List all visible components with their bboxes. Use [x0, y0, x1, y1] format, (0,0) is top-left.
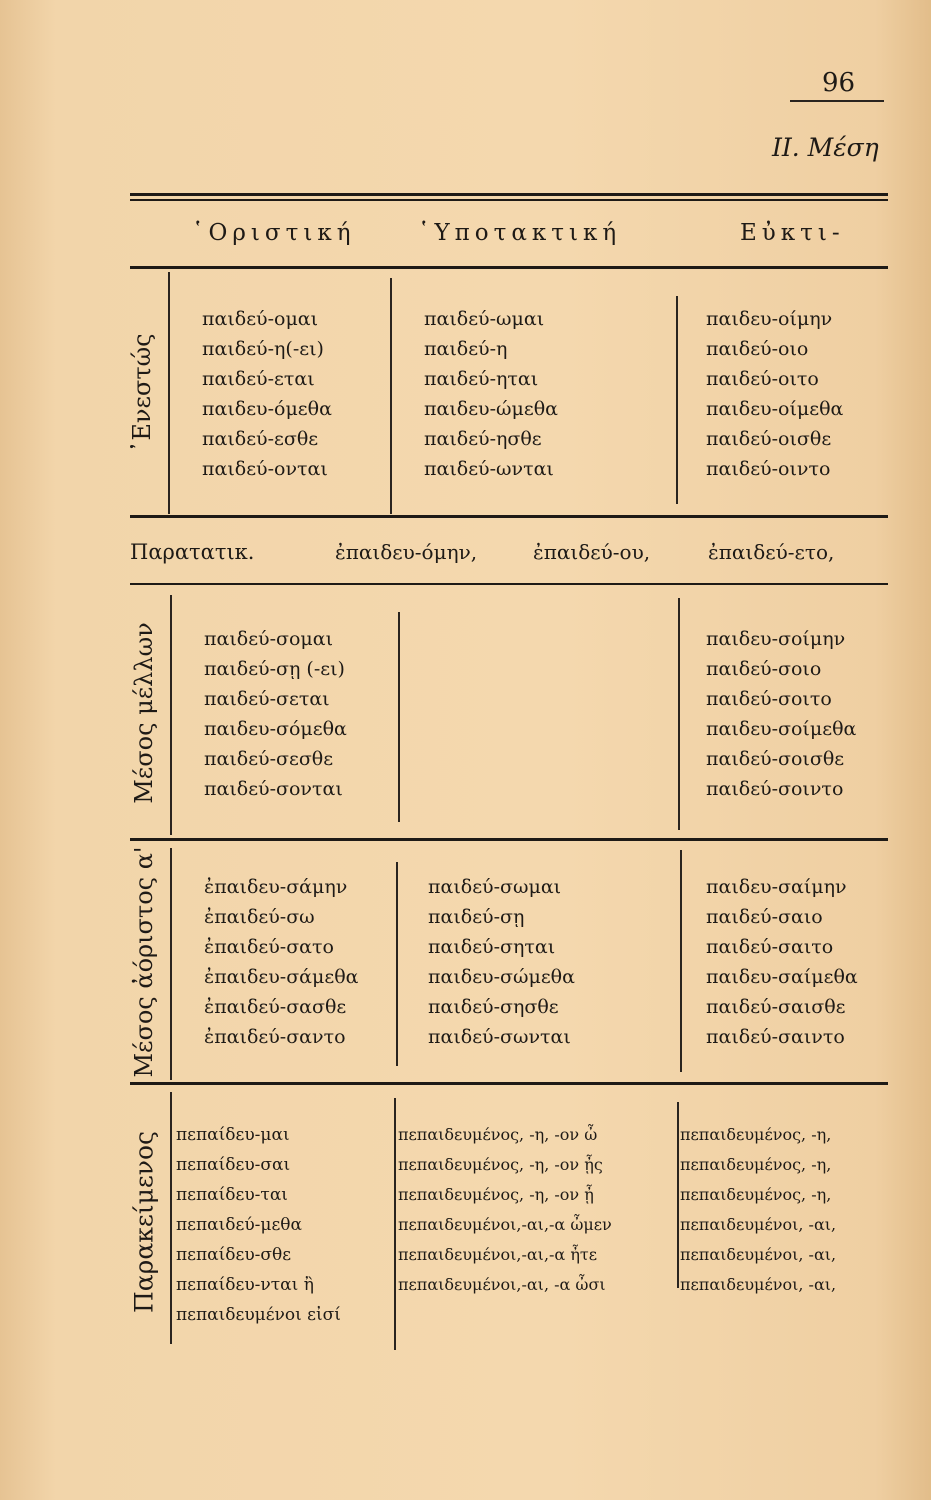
form-row: ἐπαιδεύ-σω [204, 906, 315, 928]
form-row: πεπαιδευμένοι, -αι, [680, 1275, 837, 1294]
form-row: πεπαιδευμένος, -η, [680, 1125, 832, 1144]
form-row: παιδευ-ώμεθα [424, 398, 558, 420]
parakeimenos-ypotaktiki [398, 1120, 612, 1300]
form-row: πεπαίδευ-σθε [176, 1245, 292, 1265]
form-row: παιδεύ-σωμαι [428, 876, 562, 898]
top-rule-thick [130, 193, 888, 196]
parakeimenos-col-divider-2 [677, 1102, 679, 1288]
parakeimenos-efktiki [680, 1120, 836, 1300]
form-row: παιδεύ-οισθε [706, 428, 832, 450]
mellon-col-divider-2 [678, 598, 680, 830]
enestos-col-divider-1 [390, 278, 392, 514]
mellon-col-divider-1 [398, 612, 400, 822]
form-row: πεπαιδευμένοι εἰσί [176, 1305, 341, 1325]
form-row: παιδεύ-σομαι [204, 628, 334, 650]
form-row: παιδεύ-σωνται [428, 1026, 571, 1048]
form-row: παιδεύ-ωνται [424, 458, 554, 480]
form-row: ἐπαιδευ-σάμην [204, 876, 348, 898]
form-row: ἐπαιδευ-σάμεθα [204, 966, 359, 988]
form-row: πεπαίδευ-ται [176, 1185, 288, 1205]
form-row: παιδεύ-σοιντο [706, 778, 844, 800]
form-row: παιδεύ-σαιτο [706, 936, 834, 958]
form-row: παιδεύ-η [424, 338, 508, 360]
page-number-rule [790, 100, 884, 102]
section-label-enestos: ᾽Ενεστώς [128, 333, 156, 453]
aoristos-col-divider-2 [680, 850, 682, 1072]
form-row: παιδεύ-σῃ (-ει) [204, 658, 345, 680]
parakeimenos-oristiki [176, 1120, 341, 1330]
form-row: πεπαίδευ-νται ἢ [176, 1275, 314, 1295]
form-row: πεπαιδευμένος, -η, [680, 1185, 832, 1204]
running-head: II. Μέση [772, 133, 879, 162]
aoristos-label-divider [170, 848, 172, 1080]
page-number: 96 [822, 68, 856, 98]
form-row: πεπαιδευμένοι, -αι, [680, 1215, 837, 1234]
enestos-efktiki [706, 304, 843, 484]
form-row: παιδεύ-εται [202, 368, 315, 390]
header-oristiki: ῾Οριστική [192, 220, 356, 246]
form-row: ἐπαιδεύ-σατο [204, 936, 334, 958]
form-row: παιδεύ-οιντο [706, 458, 831, 480]
aoristos-bottom-rule [130, 1082, 888, 1085]
form-row: παιδεύ-ωμαι [424, 308, 545, 330]
form-row: παιδευ-οίμην [706, 308, 833, 330]
form-row: παιδευ-όμεθα [202, 398, 332, 420]
form-row: πεπαίδευ-σαι [176, 1155, 291, 1175]
form-row: παιδεύ-ηται [424, 368, 539, 390]
aoristos-oristiki [204, 872, 358, 1052]
form-row: πεπαιδευμένος, -η, -ον ᾖς [398, 1155, 603, 1174]
form-row: πεπαιδευμένος, -η, -ον ὦ [398, 1125, 598, 1144]
form-row: πεπαιδευμένοι, -αι, [680, 1245, 837, 1264]
form-row: πεπαιδευμένοι,-αι,-α ὦμεν [398, 1215, 612, 1234]
form-row: παιδεύ-σοιο [706, 658, 822, 680]
section-label-paratatikos: Παρατατικ. [130, 540, 255, 564]
form-row: παιδευ-σώμεθα [428, 966, 575, 988]
mellon-oristiki [204, 624, 347, 804]
form-row: πεπαίδευ-μαι [176, 1125, 290, 1145]
form-row: ἐπαιδεύ-σασθε [204, 996, 347, 1018]
form-row: παιδεύ-σηται [428, 936, 556, 958]
header-ypotaktiki: ῾Υποτακτική [418, 220, 622, 246]
header-rule [130, 266, 888, 269]
paratatikos-form-2: ἐπαιδεύ-ου, [533, 540, 651, 564]
form-row: πεπαιδευμένος, -η, [680, 1155, 832, 1174]
form-row: παιδεύ-η(-ει) [202, 338, 324, 360]
form-row: παιδευ-οίμεθα [706, 398, 844, 420]
parakeimenos-label-divider [170, 1092, 172, 1344]
form-row: παιδεύ-σοιτο [706, 688, 832, 710]
section-label-parakeimenos: Παρακείμενος [129, 1130, 159, 1314]
form-row: παιδευ-σαίμην [706, 876, 847, 898]
header-efktiki: Εὐκτι- [740, 220, 845, 246]
mellon-efktiki [706, 624, 856, 804]
form-row: παιδεύ-ομαι [202, 308, 319, 330]
form-row: παιδεύ-σαιντο [706, 1026, 845, 1048]
aoristos-col-divider-1 [396, 862, 398, 1066]
aoristos-ypotaktiki [428, 872, 575, 1052]
form-row: παιδεύ-σονται [204, 778, 343, 800]
form-row: παιδεύ-εσθε [202, 428, 319, 450]
section-label-mellon: Μέσος μέλλων [130, 622, 158, 804]
form-row: παιδεύ-σεται [204, 688, 330, 710]
paratatikos-form-1: ἐπαιδευ-όμην, [335, 540, 478, 564]
form-row: παιδεύ-οιτο [706, 368, 819, 390]
form-row: παιδεύ-σαιο [706, 906, 823, 928]
enestos-bottom-rule [130, 515, 888, 518]
form-row: παιδεύ-σεσθε [204, 748, 334, 770]
form-row: πεπαιδευμένος, -η, -ον ᾖ [398, 1185, 594, 1204]
form-row: παιδεύ-σαισθε [706, 996, 846, 1018]
form-row: παιδεύ-σησθε [428, 996, 559, 1018]
form-row: ἐπαιδεύ-σαντο [204, 1026, 346, 1048]
mellon-bottom-rule [130, 838, 888, 841]
enestos-col-divider-2 [676, 296, 678, 504]
enestos-ypotaktiki [424, 304, 558, 484]
mellon-label-divider [170, 595, 172, 835]
form-row: παιδευ-σόμεθα [204, 718, 347, 740]
form-row: παιδεύ-σοισθε [706, 748, 845, 770]
form-row: πεπαιδεύ-μεθα [176, 1215, 302, 1235]
form-row: παιδεύ-ησθε [424, 428, 542, 450]
form-row: παιδευ-σοίμεθα [706, 718, 857, 740]
enestos-oristiki [202, 304, 332, 484]
form-row: πεπαιδευμένοι,-αι, -α ὦσι [398, 1275, 606, 1294]
section-label-aoristos: Μέσος ἀόριστος α' [130, 846, 158, 1078]
paratatikos-bottom-rule [130, 583, 888, 585]
top-rule-thin [130, 199, 888, 201]
paratatikos-form-3: ἐπαιδεύ-ετο, [708, 540, 835, 564]
enestos-label-divider [168, 272, 170, 514]
form-row: παιδευ-σοίμην [706, 628, 846, 650]
parakeimenos-col-divider-1 [394, 1098, 396, 1350]
form-row: πεπαιδευμένοι,-αι,-α ἦτε [398, 1245, 598, 1264]
form-row: παιδεύ-σῃ [428, 906, 525, 928]
form-row: παιδεύ-οιο [706, 338, 809, 360]
aoristos-efktiki [706, 872, 858, 1052]
form-row: παιδεύ-ονται [202, 458, 328, 480]
form-row: παιδευ-σαίμεθα [706, 966, 858, 988]
